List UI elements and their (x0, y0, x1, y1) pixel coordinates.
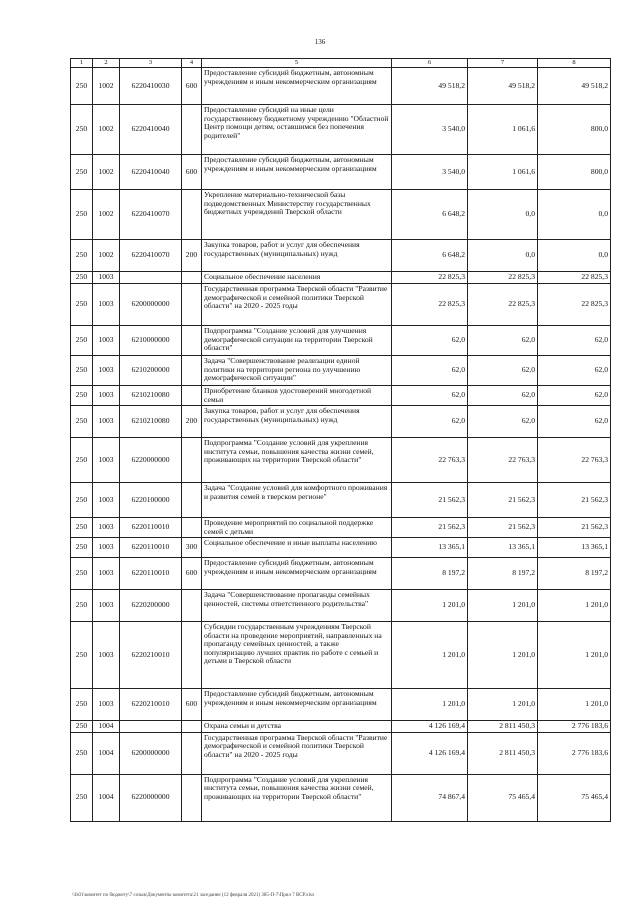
amount-2021-cell: 62,0 (392, 406, 468, 438)
amount-2021-cell: 4 126 169,4 (392, 721, 468, 733)
page-number: 136 (314, 38, 326, 46)
amount-2021-cell: 62,0 (392, 386, 468, 406)
description-cell: Субсидии государственным учреждениям Тверской области на проведение мероприятий, направленных на пропаганду семейных ценностей, а также популяризацию лучших практик по работе с семьей и детьми в Тверской области (202, 622, 392, 689)
description-cell: Предоставление субсидий на иные цели государственному бюджетному учреждению "Областной Центр помощи детям, оставшимся без попечения родителей" (202, 105, 392, 155)
expense-type-cell (182, 590, 202, 622)
amount-2023-cell: 1 201,0 (538, 689, 611, 721)
amount-2023-cell: 22 825,3 (538, 284, 611, 326)
table-row (71, 438, 611, 483)
amount-2021-cell: 1 201,0 (392, 622, 468, 689)
amount-2022-cell: 1 201,0 (468, 689, 538, 721)
description-cell: Подпрограмма "Создание условий для улучшения демографической ситуации на территории Тверской области" (202, 326, 392, 356)
ved-code-cell: 250 (71, 68, 93, 105)
target-article-cell: 6220200000 (120, 590, 182, 622)
description-cell: Задача "Совершенствование реализации единой политики на территории региона по улучшению демографической ситуации" (202, 356, 392, 386)
column-header: 2 (93, 59, 120, 68)
target-article-cell: 6220000000 (120, 438, 182, 483)
ved-code-cell: 250 (71, 356, 93, 386)
amount-2023-cell: 800,0 (538, 155, 611, 190)
amount-2023-cell: 21 562,3 (538, 483, 611, 518)
ved-code-cell: 250 (71, 105, 93, 155)
target-article-cell: 6200000000 (120, 284, 182, 326)
amount-2023-cell: 75 465,4 (538, 774, 611, 821)
description-cell: Закупка товаров, работ и услуг для обеспечения государственных (муниципальных) нужд (202, 240, 392, 272)
ved-code-cell: 250 (71, 622, 93, 689)
ved-code-cell: 250 (71, 590, 93, 622)
column-header: 3 (120, 59, 182, 68)
table-row (71, 774, 611, 821)
table-row (71, 356, 611, 386)
section-code-cell: 1002 (93, 155, 120, 190)
section-code-cell: 1003 (93, 284, 120, 326)
amount-2023-cell: 62,0 (538, 386, 611, 406)
amount-2021-cell: 3 540,0 (392, 155, 468, 190)
amount-2022-cell: 22 825,3 (468, 272, 538, 284)
target-article-cell: 6220100000 (120, 483, 182, 518)
amount-2021-cell: 6 648,2 (392, 240, 468, 272)
section-code-cell: 1003 (93, 272, 120, 284)
column-header: 7 (468, 59, 538, 68)
amount-2023-cell: 0,0 (538, 190, 611, 240)
amount-2021-cell: 3 540,0 (392, 105, 468, 155)
amount-2022-cell: 22 825,3 (468, 284, 538, 326)
description-cell: Социальное обеспечение и иные выплаты населению (202, 538, 392, 558)
description-cell: Задача "Совершенствование пропаганды семейных ценностей, системы ответственного родительства" (202, 590, 392, 622)
expense-type-cell (182, 518, 202, 538)
amount-2022-cell: 0,0 (468, 240, 538, 272)
section-code-cell: 1002 (93, 190, 120, 240)
section-code-cell: 1003 (93, 622, 120, 689)
description-cell: Подпрограмма "Создание условий для укрепления института семьи, повышения качества жизни семей, проживающих на территории Тверской области" (202, 774, 392, 821)
description-cell: Приобретение бланков удостоверений многодетной семьи (202, 386, 392, 406)
table-row (71, 721, 611, 733)
target-article-cell: 6200000000 (120, 732, 182, 774)
ved-code-cell: 250 (71, 721, 93, 733)
amount-2023-cell: 13 365,1 (538, 538, 611, 558)
amount-2022-cell: 1 061,6 (468, 105, 538, 155)
amount-2023-cell: 800,0 (538, 105, 611, 155)
target-article-cell: 6220000000 (120, 774, 182, 821)
section-code-cell: 1003 (93, 689, 120, 721)
ved-code-cell: 250 (71, 406, 93, 438)
amount-2021-cell: 22 825,3 (392, 284, 468, 326)
expense-type-cell: 600 (182, 558, 202, 590)
table-row (71, 622, 611, 689)
amount-2021-cell: 21 562,3 (392, 518, 468, 538)
ved-code-cell: 250 (71, 326, 93, 356)
section-code-cell: 1003 (93, 483, 120, 518)
amount-2023-cell: 21 562,3 (538, 518, 611, 538)
expense-type-cell: 200 (182, 240, 202, 272)
table-row (71, 732, 611, 774)
ved-code-cell: 250 (71, 538, 93, 558)
amount-2022-cell: 1 061,6 (468, 155, 538, 190)
amount-2022-cell: 22 763,3 (468, 438, 538, 483)
amount-2021-cell: 13 365,1 (392, 538, 468, 558)
expense-type-cell: 600 (182, 689, 202, 721)
target-article-cell: 6220110010 (120, 558, 182, 590)
description-cell: Предоставление субсидий бюджетным, автономным учреждениям и иным некоммерческим организациям (202, 68, 392, 105)
target-article-cell: 6210210080 (120, 386, 182, 406)
ved-code-cell: 250 (71, 155, 93, 190)
ved-code-cell: 250 (71, 689, 93, 721)
column-header: 8 (538, 59, 611, 68)
amount-2021-cell: 6 648,2 (392, 190, 468, 240)
amount-2023-cell: 8 197,2 (538, 558, 611, 590)
amount-2023-cell: 22 763,3 (538, 438, 611, 483)
table-row (71, 483, 611, 518)
amount-2023-cell: 0,0 (538, 240, 611, 272)
amount-2021-cell: 62,0 (392, 326, 468, 356)
amount-2021-cell: 22 763,3 (392, 438, 468, 483)
table-row (71, 284, 611, 326)
target-article-cell: 6220110010 (120, 518, 182, 538)
expense-type-cell (182, 190, 202, 240)
table-row (71, 406, 611, 438)
section-code-cell: 1003 (93, 386, 120, 406)
file-path-footer: \\fs01\комитет по бюджету\7 созыв\Документы комитета\21 заседание (12 февраля 2021) 385-П-7\Прил 7 ВСР.xlsx (72, 893, 315, 898)
section-code-cell: 1003 (93, 356, 120, 386)
target-article-cell: 6220210010 (120, 622, 182, 689)
column-header: 1 (71, 59, 93, 68)
target-article-cell: 6220410040 (120, 155, 182, 190)
amount-2021-cell: 74 867,4 (392, 774, 468, 821)
column-header: 5 (202, 59, 392, 68)
ved-code-cell: 250 (71, 518, 93, 538)
amount-2023-cell: 22 825,3 (538, 272, 611, 284)
table-row (71, 590, 611, 622)
amount-2021-cell: 1 201,0 (392, 590, 468, 622)
expense-type-cell (182, 105, 202, 155)
amount-2022-cell: 62,0 (468, 386, 538, 406)
table-row (71, 272, 611, 284)
amount-2023-cell: 1 201,0 (538, 590, 611, 622)
column-header: 6 (392, 59, 468, 68)
ved-code-cell: 250 (71, 774, 93, 821)
target-article-cell: 6220410040 (120, 105, 182, 155)
expense-type-cell: 200 (182, 406, 202, 438)
description-cell: Подпрограмма "Создание условий для укрепления института семьи, повышения качества жизни семей, проживающих на территории Тверской области" (202, 438, 392, 483)
description-cell: Задача "Создание условий для комфортного проживания и развития семей в тверском регионе" (202, 483, 392, 518)
amount-2021-cell: 22 825,3 (392, 272, 468, 284)
amount-2022-cell: 2 811 450,3 (468, 721, 538, 733)
description-cell: Закупка товаров, работ и услуг для обеспечения государственных (муниципальных) нужд (202, 406, 392, 438)
target-article-cell: 6210000000 (120, 326, 182, 356)
table-row (71, 538, 611, 558)
description-cell: Государственная программа Тверской области "Развитие демографической и семейной политики Тверской области" на 2020 - 2025 годы (202, 284, 392, 326)
expense-type-cell (182, 483, 202, 518)
amount-2022-cell: 62,0 (468, 356, 538, 386)
amount-2022-cell: 21 562,3 (468, 483, 538, 518)
expense-type-cell (182, 622, 202, 689)
amount-2021-cell: 1 201,0 (392, 689, 468, 721)
description-cell: Государственная программа Тверской области "Развитие демографической и семейной политики Тверской области" на 2020 - 2025 годы (202, 732, 392, 774)
expense-type-cell: 600 (182, 68, 202, 105)
target-article-cell: 6220210010 (120, 689, 182, 721)
section-code-cell: 1003 (93, 406, 120, 438)
ved-code-cell: 250 (71, 558, 93, 590)
table-row (71, 68, 611, 105)
amount-2022-cell: 1 201,0 (468, 622, 538, 689)
table-row (71, 326, 611, 356)
amount-2022-cell: 2 811 450,3 (468, 732, 538, 774)
amount-2022-cell: 75 465,4 (468, 774, 538, 821)
section-code-cell: 1003 (93, 558, 120, 590)
amount-2022-cell: 13 365,1 (468, 538, 538, 558)
table-row (71, 689, 611, 721)
target-article-cell: 6220410070 (120, 240, 182, 272)
section-code-cell: 1003 (93, 326, 120, 356)
description-cell: Социальное обеспечение населения (202, 272, 392, 284)
ved-code-cell: 250 (71, 732, 93, 774)
amount-2023-cell: 1 201,0 (538, 622, 611, 689)
expense-type-cell (182, 356, 202, 386)
expense-type-cell (182, 272, 202, 284)
expense-type-cell: 300 (182, 538, 202, 558)
amount-2022-cell: 8 197,2 (468, 558, 538, 590)
expense-type-cell (182, 732, 202, 774)
expense-type-cell (182, 326, 202, 356)
section-code-cell: 1004 (93, 732, 120, 774)
section-code-cell: 1004 (93, 774, 120, 821)
section-code-cell: 1003 (93, 438, 120, 483)
description-cell: Проведение мероприятий по социальной поддержке семей с детьми (202, 518, 392, 538)
amount-2023-cell: 62,0 (538, 326, 611, 356)
target-article-cell (120, 272, 182, 284)
amount-2022-cell: 62,0 (468, 406, 538, 438)
amount-2022-cell: 21 562,3 (468, 518, 538, 538)
description-cell: Предоставление субсидий бюджетным, автономным учреждениям и иным некоммерческим организациям (202, 689, 392, 721)
ved-code-cell: 250 (71, 438, 93, 483)
amount-2023-cell: 49 518,2 (538, 68, 611, 105)
amount-2023-cell: 62,0 (538, 356, 611, 386)
target-article-cell: 6210210080 (120, 406, 182, 438)
amount-2021-cell: 49 518,2 (392, 68, 468, 105)
amount-2021-cell: 8 197,2 (392, 558, 468, 590)
expense-type-cell (182, 721, 202, 733)
expense-type-cell: 600 (182, 155, 202, 190)
expense-type-cell (182, 438, 202, 483)
table-row (71, 190, 611, 240)
section-code-cell: 1004 (93, 721, 120, 733)
amount-2021-cell: 21 562,3 (392, 483, 468, 518)
expense-type-cell (182, 386, 202, 406)
amount-2021-cell: 4 126 169,4 (392, 732, 468, 774)
section-code-cell: 1003 (93, 538, 120, 558)
table-row (71, 386, 611, 406)
description-cell: Укрепление материально-технической базы подведомственных Министерству государственных бюджетных учреждений Тверской области (202, 190, 392, 240)
description-cell: Предоставление субсидий бюджетным, автономным учреждениям и иным некоммерческим организациям (202, 558, 392, 590)
amount-2023-cell: 62,0 (538, 406, 611, 438)
amount-2022-cell: 62,0 (468, 326, 538, 356)
ved-code-cell: 250 (71, 190, 93, 240)
target-article-cell: 6220110010 (120, 538, 182, 558)
table-row (71, 105, 611, 155)
section-code-cell: 1002 (93, 68, 120, 105)
table-header-row (71, 59, 611, 68)
section-code-cell: 1002 (93, 240, 120, 272)
description-cell: Предоставление субсидий бюджетным, автономным учреждениям и иным некоммерческим организациям (202, 155, 392, 190)
expense-type-cell (182, 284, 202, 326)
section-code-cell: 1002 (93, 105, 120, 155)
expense-type-cell (182, 774, 202, 821)
target-article-cell (120, 721, 182, 733)
budget-table (70, 58, 611, 822)
section-code-cell: 1003 (93, 518, 120, 538)
ved-code-cell: 250 (71, 483, 93, 518)
target-article-cell: 6220410070 (120, 190, 182, 240)
ved-code-cell: 250 (71, 284, 93, 326)
table-row (71, 518, 611, 538)
amount-2023-cell: 2 776 183,6 (538, 732, 611, 774)
table-row (71, 155, 611, 190)
amount-2022-cell: 0,0 (468, 190, 538, 240)
table-row (71, 558, 611, 590)
column-header: 4 (182, 59, 202, 68)
table-row (71, 240, 611, 272)
amount-2022-cell: 1 201,0 (468, 590, 538, 622)
ved-code-cell: 250 (71, 386, 93, 406)
amount-2021-cell: 62,0 (392, 356, 468, 386)
ved-code-cell: 250 (71, 240, 93, 272)
target-article-cell: 6220410030 (120, 68, 182, 105)
section-code-cell: 1003 (93, 590, 120, 622)
target-article-cell: 6210200000 (120, 356, 182, 386)
amount-2023-cell: 2 776 183,6 (538, 721, 611, 733)
description-cell: Охрана семьи и детства (202, 721, 392, 733)
ved-code-cell: 250 (71, 272, 93, 284)
amount-2022-cell: 49 518,2 (468, 68, 538, 105)
